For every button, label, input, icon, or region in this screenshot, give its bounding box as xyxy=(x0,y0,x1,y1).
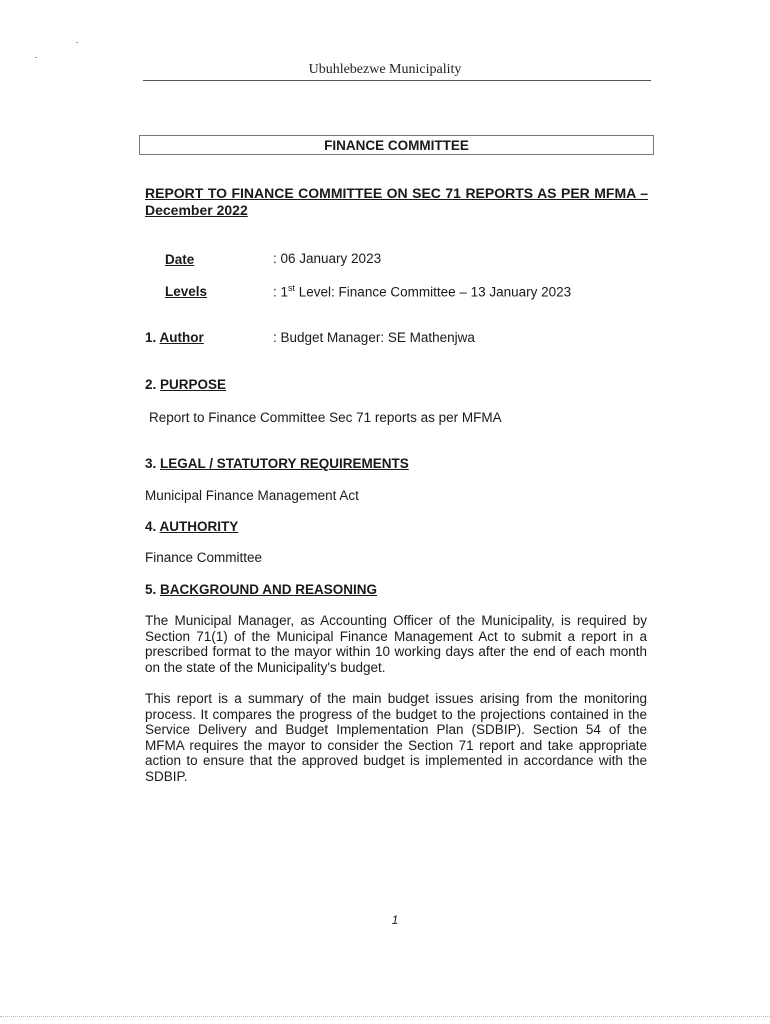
legal-number: 3. xyxy=(145,456,161,471)
background-title: BACKGROUND AND REASONING xyxy=(160,582,378,597)
purpose-heading xyxy=(145,377,226,392)
committee-title: FINANCE COMMITTEE xyxy=(324,137,469,153)
header-rule xyxy=(143,80,651,81)
purpose-title: PURPOSE xyxy=(160,377,227,392)
purpose-number: 2. xyxy=(145,377,161,392)
purpose-text: Report to Finance Committee Sec 71 reports as per MFMA xyxy=(149,410,502,425)
author-heading xyxy=(145,330,204,345)
authority-text: Finance Committee xyxy=(145,550,263,565)
authority-heading xyxy=(145,519,238,534)
date-label: Date xyxy=(165,252,195,267)
levels-label: Levels xyxy=(165,284,208,299)
date-value: : 06 January 2023 xyxy=(273,251,382,266)
author-label: Author xyxy=(159,330,204,345)
committee-title-box xyxy=(139,135,654,155)
scan-speck xyxy=(35,57,37,58)
levels-rest: Level: Finance Committee – 13 January 2023 xyxy=(295,284,572,300)
municipality-header: Ubuhlebezwe Municipality xyxy=(308,62,462,77)
authority-number: 4. xyxy=(145,519,160,534)
background-paragraph-1: The Municipal Manager, as Accounting Officer of the Municipality, is required by Section 71(1) of the Municipal Finance Management Act to submit a report in a prescribed format to the mayor within 10 working days after the end of each month on the state of the Municipality's budget. xyxy=(145,613,647,675)
report-title: REPORT TO FINANCE COMMITTEE ON SEC 71 REPORTS AS PER MFMA – December 2022 xyxy=(145,185,648,218)
background-number: 5. xyxy=(145,582,161,597)
legal-text: Municipal Finance Management Act xyxy=(145,488,359,503)
authority-title: AUTHORITY xyxy=(159,519,239,534)
levels-ordinal: st xyxy=(288,283,296,293)
author-number: 1. xyxy=(145,330,160,345)
legal-title: LEGAL / STATUTORY REQUIREMENTS xyxy=(160,456,409,471)
scan-speck xyxy=(76,42,78,43)
footer-scan-line xyxy=(0,1016,770,1017)
legal-heading xyxy=(145,456,409,471)
page-number: 1 xyxy=(391,913,399,927)
background-paragraph-2: This report is a summary of the main budget issues arising from the monitoring process. It compares the progress of the budget to the projections contained in the Service Delivery and Budget Implementation Plan (SDBIP). Section 54 of the MFMA requires the mayor to consider the Section 71 report and take appropriate action to ensure that the approved budget is implemented in accordance with the SDBIP. xyxy=(145,691,647,784)
background-heading xyxy=(145,582,377,597)
levels-prefix: : 1 xyxy=(273,284,289,300)
levels-value xyxy=(273,283,571,300)
author-value: : Budget Manager: SE Mathenjwa xyxy=(273,330,475,345)
